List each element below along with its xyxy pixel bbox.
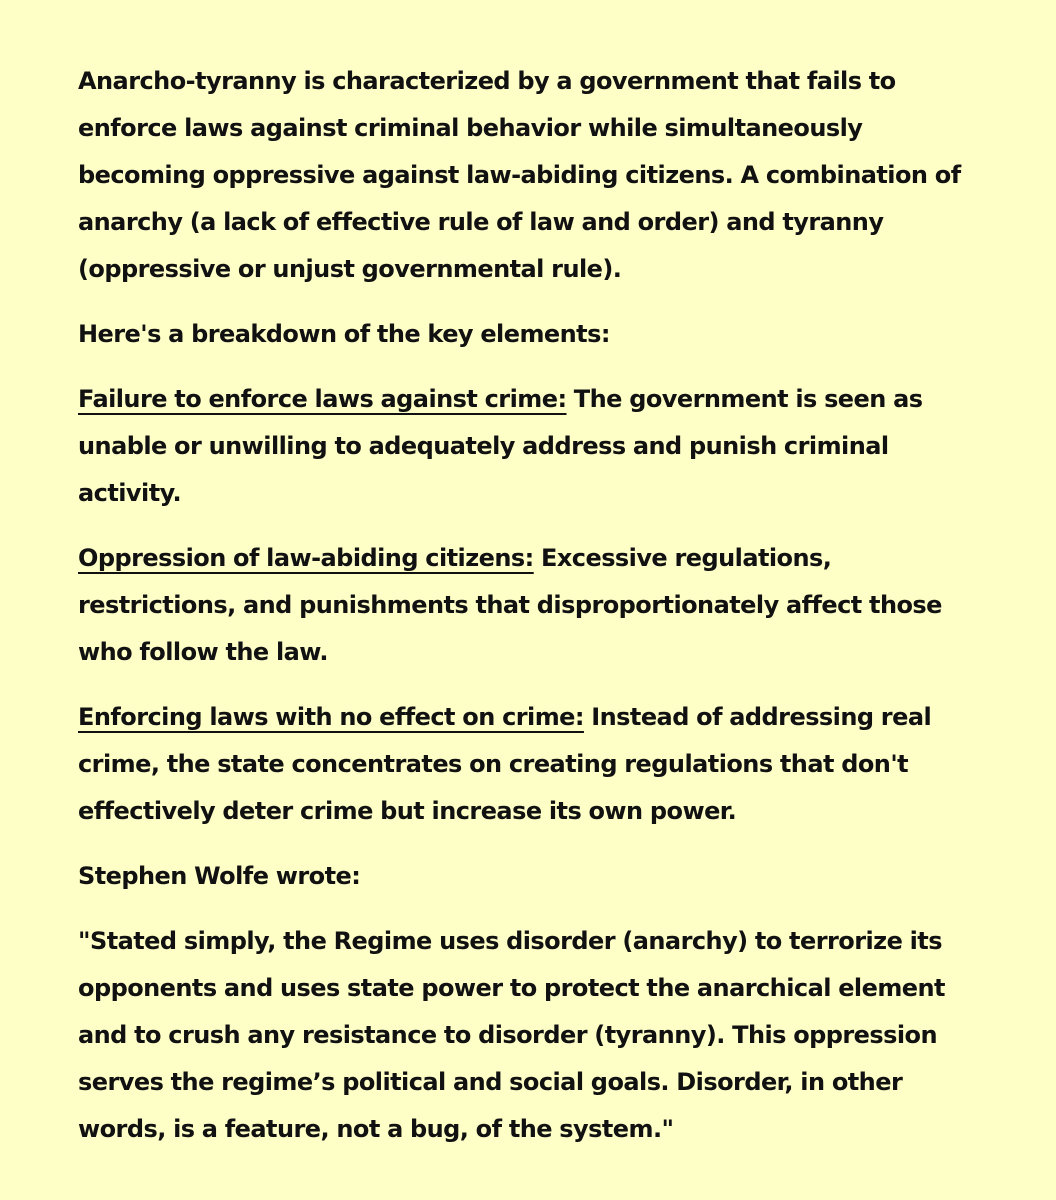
element-paragraph-failure-to-enforce xyxy=(78,376,996,517)
element-term: Failure to enforce laws against crime: xyxy=(78,385,567,413)
attribution-line: Stephen Wolfe wrote: xyxy=(78,862,361,890)
element-term: Enforcing laws with no effect on crime: xyxy=(78,703,584,731)
breakdown-heading: Here's a breakdown of the key elements: xyxy=(78,320,610,348)
quote-paragraph: "Stated simply, the Regime uses disorder (anarchy) to terrorize its opponents and uses state power to protect the anarchical element and to crush any resistance to disorder (tyranny). This oppression serves the regime’s political and social goals. Disorder, in other words, is a feature, not a bug, of the system." xyxy=(78,927,945,1143)
element-term: Oppression of law-abiding citizens: xyxy=(78,544,534,572)
element-paragraph-enforcing-laws xyxy=(78,694,996,835)
intro-paragraph: Anarcho-tyranny is characterized by a government that fails to enforce laws against criminal behavior while simultaneously becoming oppressive against law-abiding citizens. A combination of anarchy (a lack of effective rule of law and order) and tyranny (oppressive or unjust governmental rule). xyxy=(78,67,961,283)
element-description: The government is seen as unable or unwilling to adequately address and punish criminal activity. xyxy=(78,385,923,507)
element-description: Excessive regulations, restrictions, and punishments that disproportionately affect those who follow the law. xyxy=(78,544,942,666)
element-description: Instead of addressing real crime, the state concentrates on creating regulations that don't effectively deter crime but increase its own power. xyxy=(78,703,932,825)
element-paragraph-oppression xyxy=(78,535,996,676)
